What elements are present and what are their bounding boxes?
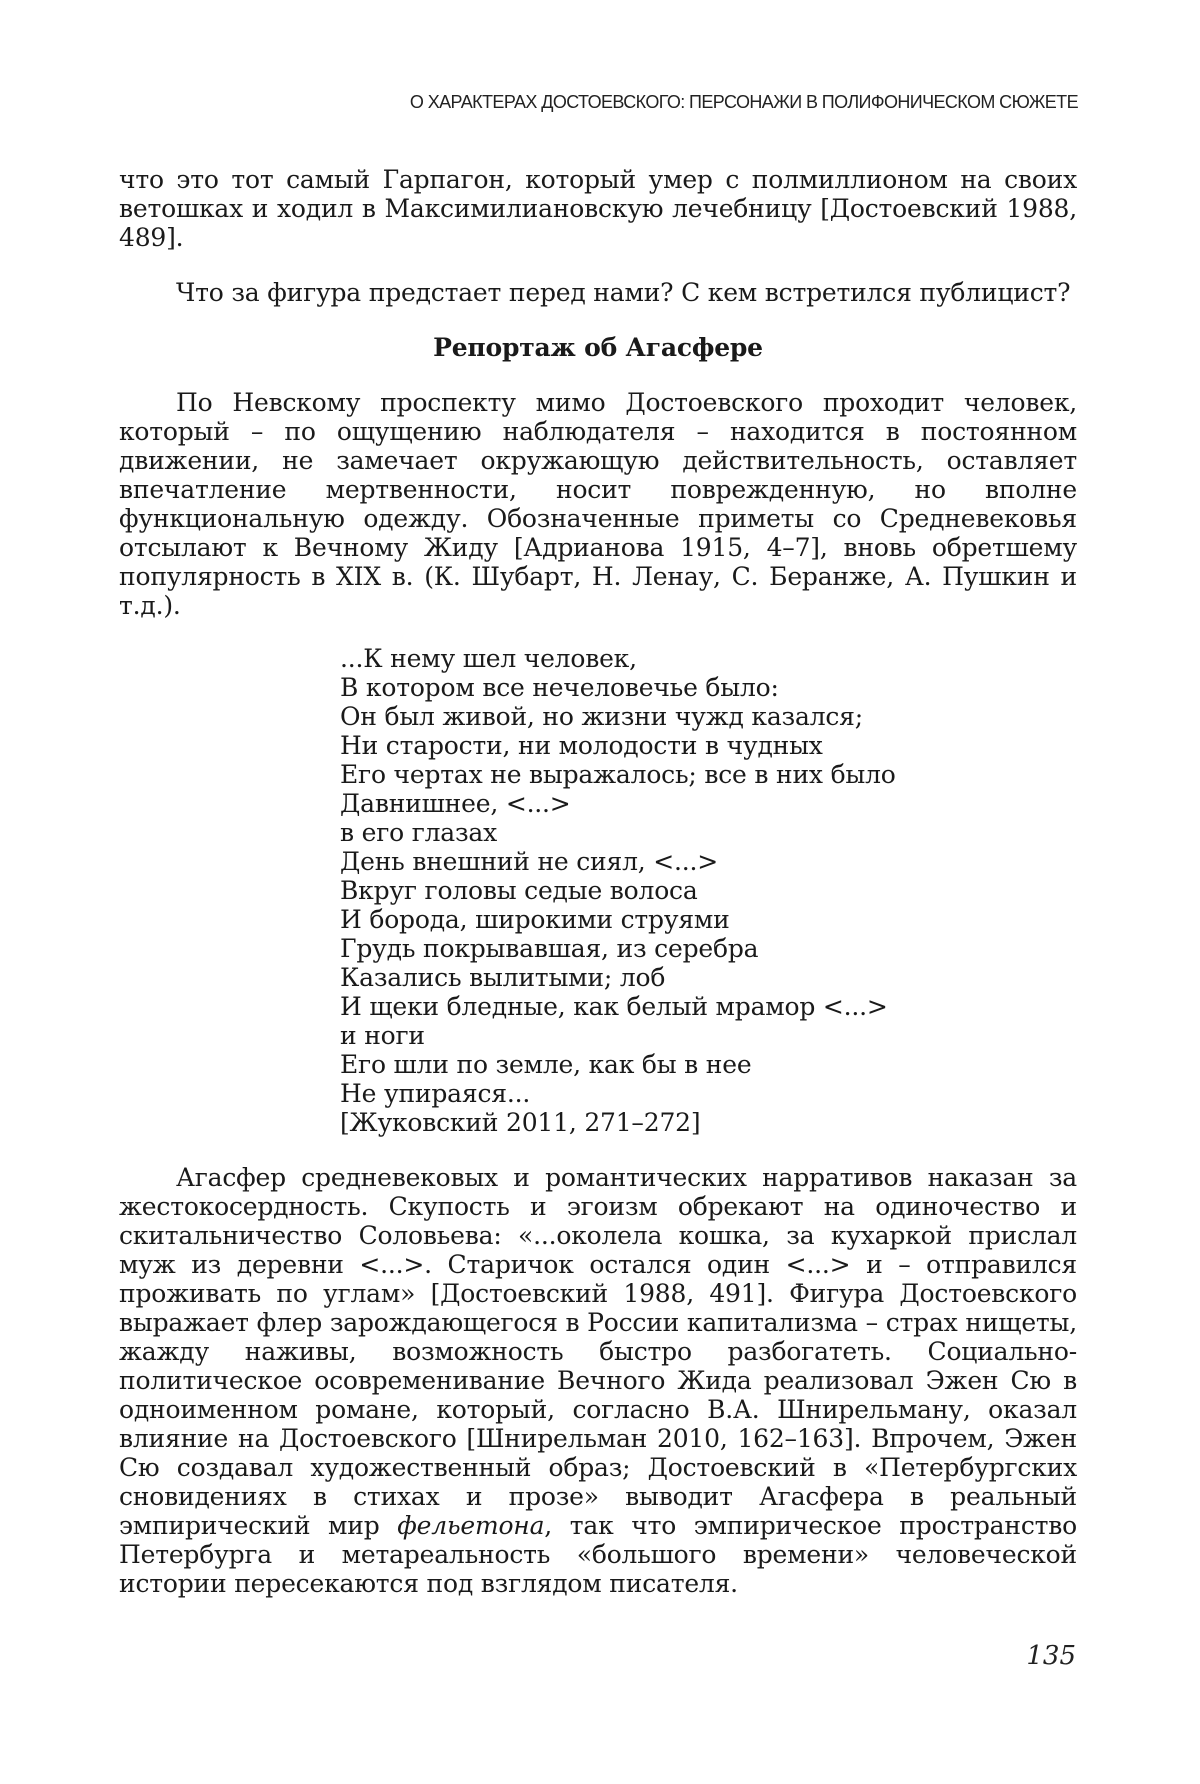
page-number: 135: [1026, 1641, 1076, 1671]
paragraph-final-text-end: , так что эмпирическое пространство Петербурга и метареальность «большого времени» человеческой истории пересекаются под взглядом писателя.: [119, 1511, 1077, 1598]
poem-line: и ноги: [340, 1021, 425, 1050]
paragraph-intro: По Невскому проспекту мимо Достоевского проходит человек, который – по ощущению наблюдателя – находится в постоянном движении, не замечает окружающую действительность, оставляет впечатление мертвенности, носит поврежденную, но вполне функциональную одежду. Обозначенные приметы со Средневековья отсылают к Вечному Жиду [Адрианова 1915, 4–7], вновь обретшему популярность в XIX в. (К. Шубарт, Н. Ленау, С. Беранже, А. Пушкин и т.д.).: [119, 388, 1077, 620]
poem-line: Грудь покрывавшая, из серебра: [340, 934, 759, 963]
poem-line: И щеки бледные, как белый мрамор <...>: [340, 992, 888, 1021]
poem-line: Вкруг головы седые волоса: [340, 876, 698, 905]
poem-line: Казались вылитыми; лоб: [340, 963, 666, 992]
poem-line: День внешний не сиял, <...>: [340, 847, 718, 876]
quote-block: что это тот самый Гарпагон, который умер с полмиллионом на своих ветошках и ходил в Максимилиановскую лечебницу [Достоевский 1988, 489].: [119, 165, 1077, 252]
poem-citation: [Жуковский 2011, 271–272]: [340, 1108, 701, 1137]
body-text: [119, 165, 1077, 1598]
section-heading: Репортаж об Агасфере: [433, 333, 763, 362]
paragraph-final: [119, 1163, 1077, 1598]
paragraph-final-text: Агасфер средневековых и романтических нарративов наказан за жестокосердность. Скупость и эгоизм обрекают на одиночество и скитальничество Соловьева: «...околела кошка, за кухаркой прислал муж из деревни <...>. Старичок остался один <...> и – отправился проживать по углам» [Достоевский 1988, 491]. Фигура Достоевского выражает флер зарождающегося в России капитализма – страх нищеты, жажду наживы, возможность быстро разбогатеть. Социально-политическое осовременивание Вечного Жида реализовал Эжен Сю в одноименном романе, который, согласно В.А. Шнирельману, оказал влияние на Достоевского [Шнирельман 2010, 162–163]. Впрочем, Эжен Сю создавал художественный образ; Достоевский в «Петербургских сновидениях в стихах и прозе» выводит Агасфера в реальный эмпирический мир: [119, 1163, 1077, 1540]
paragraph-question: Что за фигура предстает перед нами? С кем встретился публицист?: [176, 278, 1071, 307]
poem-line: Не упираяся...: [340, 1079, 531, 1108]
poem-line: В котором все нечеловечье было:: [340, 673, 779, 702]
poem-line: Ни старости, ни молодости в чудных: [340, 731, 823, 760]
poem-line: Он был живой, но жизни чужд казался;: [340, 702, 863, 731]
poem-line: Его чертах не выражалось; все в них было: [340, 760, 896, 789]
poem-quote: [340, 644, 1077, 1137]
italic-term: фельетона: [397, 1511, 545, 1540]
running-head: О ХАРАКТЕРАХ ДОСТОЕВСКОГО: ПЕРСОНАЖИ В ПОЛИФОНИЧЕСКОМ СЮЖЕТЕ: [409, 92, 1078, 112]
poem-line: в его глазах: [340, 818, 498, 847]
poem-line: И борода, широкими струями: [340, 905, 730, 934]
poem-line: ...К нему шел человек,: [340, 644, 637, 673]
poem-line: Его шли по земле, как бы в нее: [340, 1050, 752, 1079]
poem-line: Давнишнее, <...>: [340, 789, 571, 818]
